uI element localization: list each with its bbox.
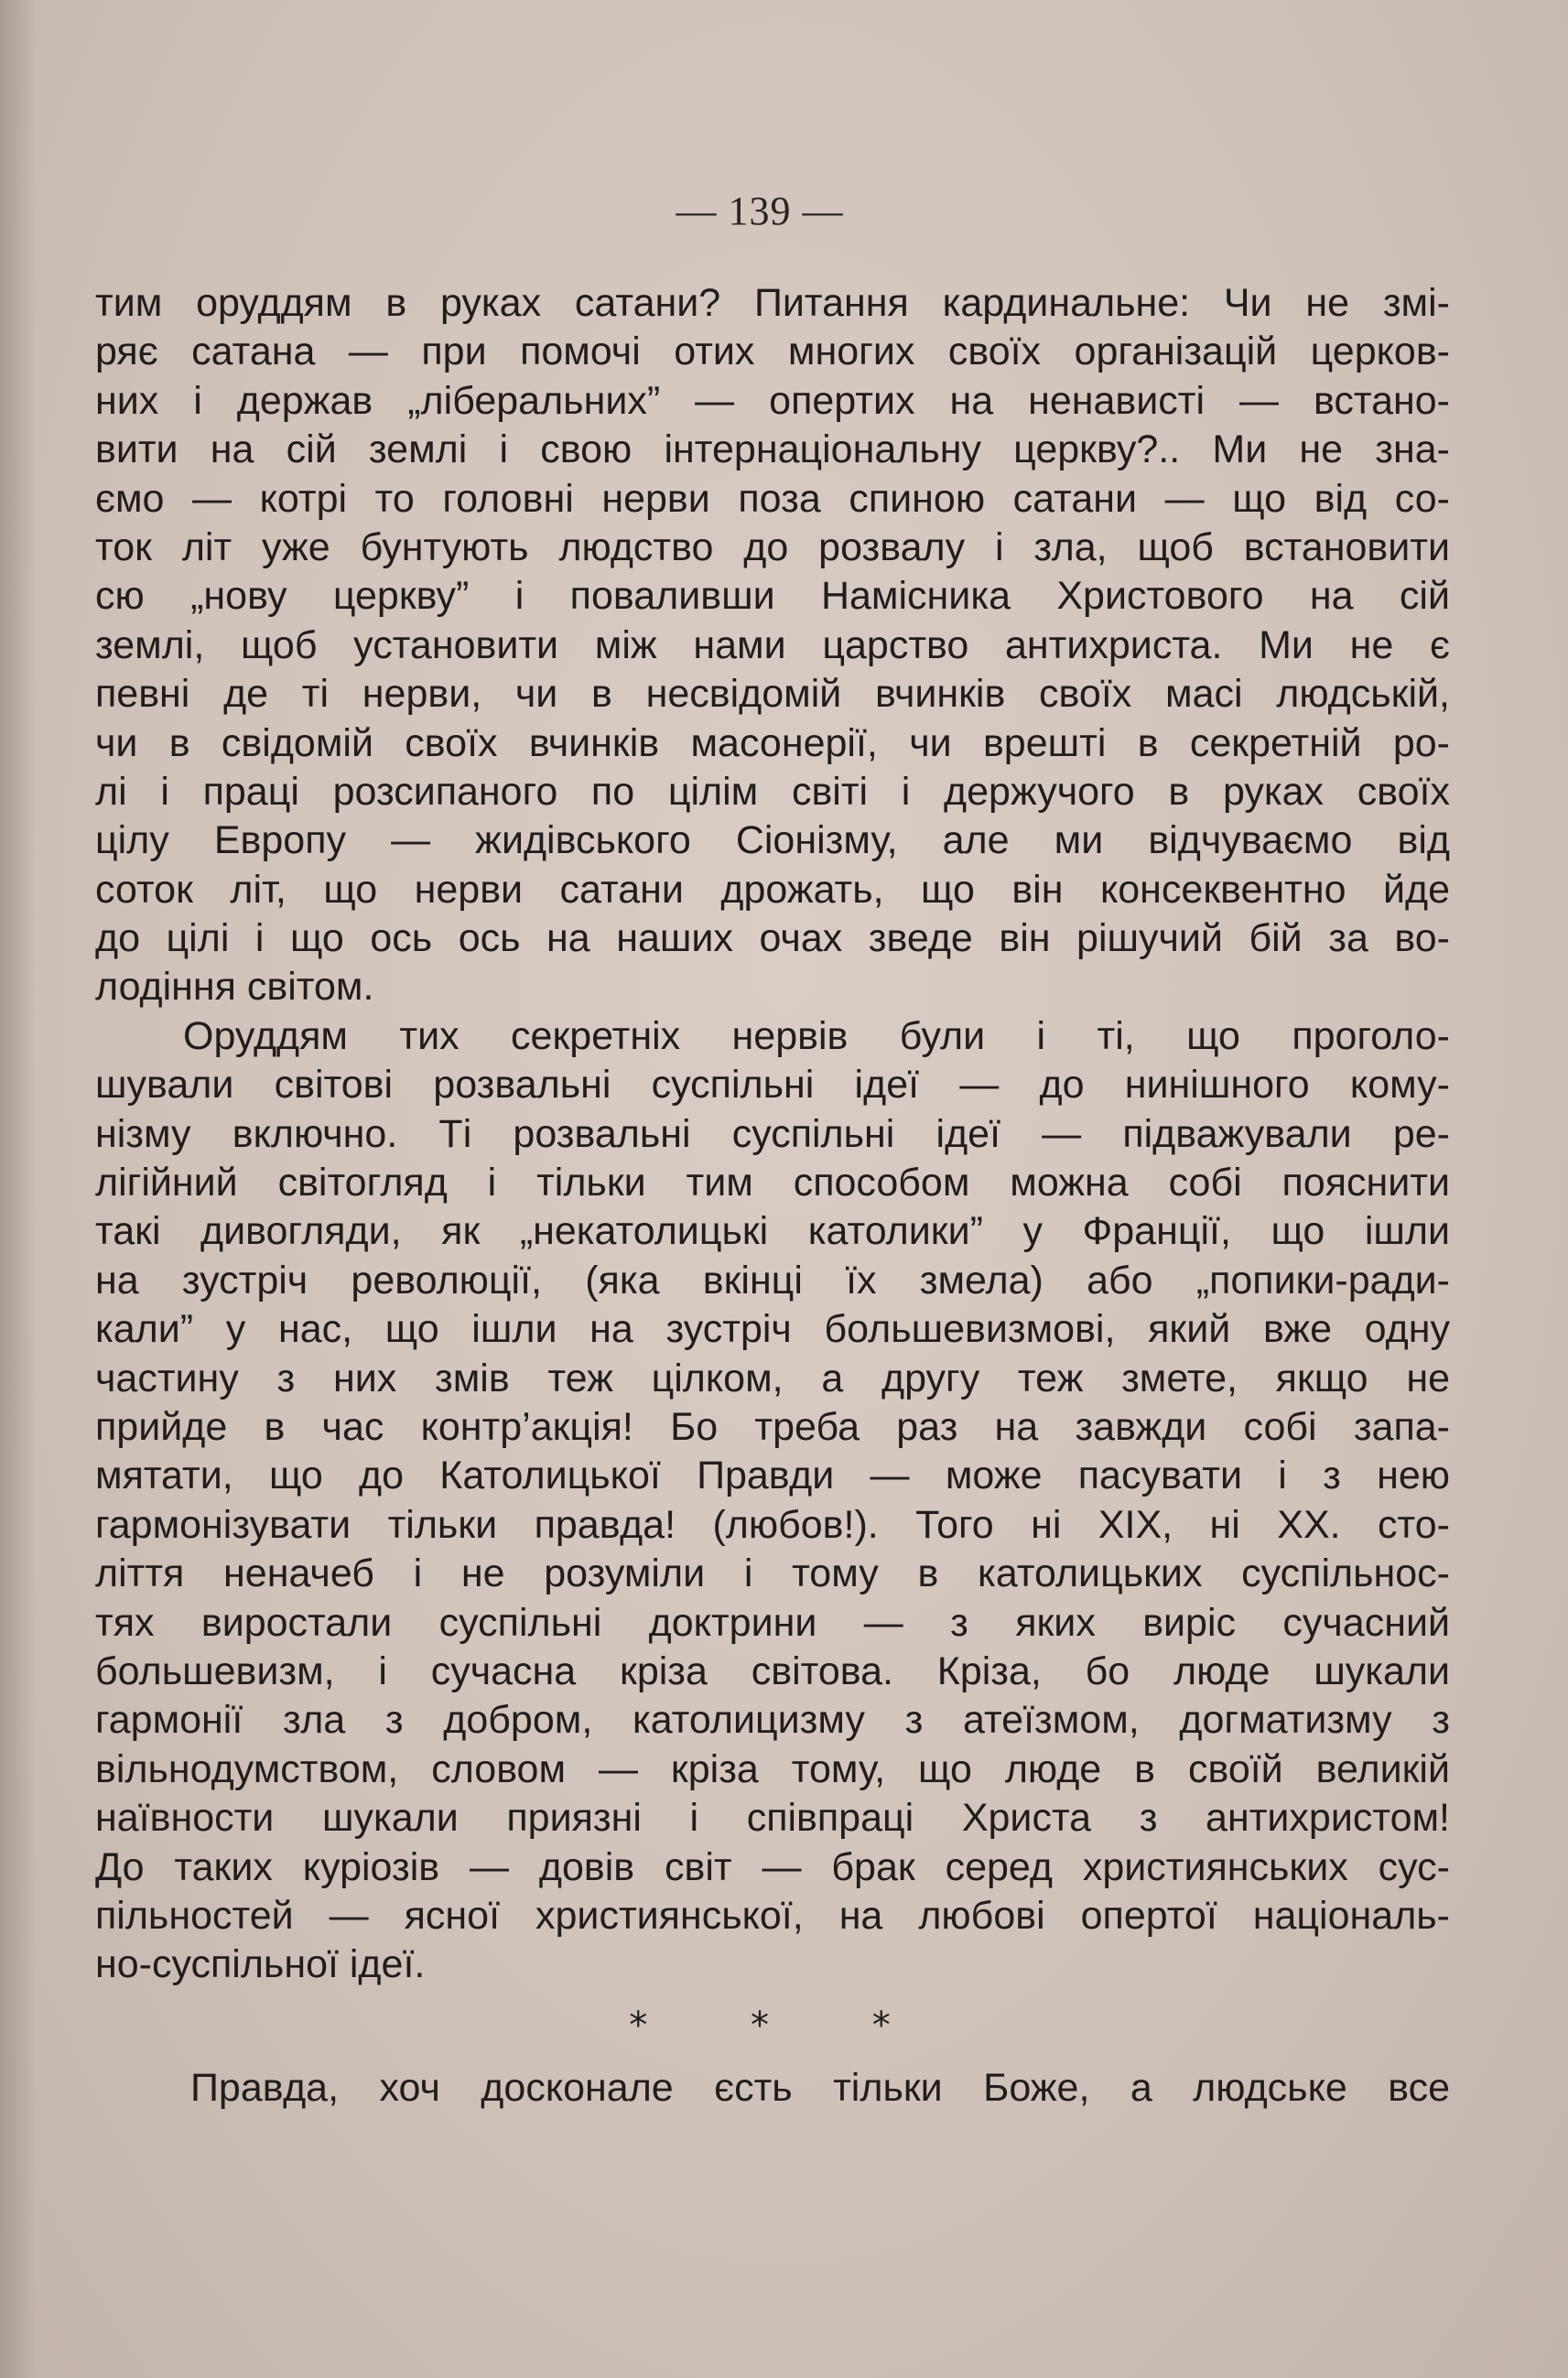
text-line: шували світові розвальні суспільні ідеї — до нинішного кому- [95, 1063, 1450, 1108]
text-line: До таких куріозів — довів світ — брак серед християнських сус- [95, 1844, 1450, 1889]
text-line: чи в свідомій своїх вчинків масонерії, чи врешті в секретній ро- [95, 720, 1450, 765]
text-line: большевизм, і сучасна кріза світова. Кріза, бо люде шукали [95, 1648, 1450, 1693]
page-number: — 139 — [676, 189, 844, 233]
text-line: тях виростали суспільні доктрини — з яких виріс сучасний [95, 1600, 1450, 1645]
text-line: лодіння світом. [95, 965, 374, 1010]
text-line: пільностей — ясної християнської, на любові опертої національ- [95, 1893, 1450, 1938]
text-line: кали” у нас, що ішли на зустріч большевизмові, який вже одну [95, 1307, 1450, 1352]
text-line: сю „нову церкву” і поваливши Намісника Христового на сій [95, 574, 1450, 619]
text-line: ємо — котрі то головні нерви поза спиною сатани — що від со- [95, 476, 1450, 521]
text-line: гармонії зла з добром, католицизму з атеїзмом, догматизму з [95, 1698, 1450, 1743]
text-line: до цілі і що ось ось на наших очах зведе він рішучий бій за во- [95, 916, 1450, 961]
text-line: вити на сій землі і свою інтернаціональну церкву?.. Ми не зна- [95, 427, 1450, 472]
text-line: Оруддям тих секретніх нервів були і ті, що проголо- [183, 1013, 1450, 1058]
text-line: нізму включно. Ті розвальні суспільні ідеї — підважували ре- [95, 1111, 1450, 1156]
text-line: соток літ, що нерви сатани дрожать, що він консеквентно йде [95, 867, 1450, 912]
text-line: прийде в час контр’акція! Бо треба раз на завжди собі запа- [95, 1404, 1450, 1449]
text-line: певні де ті нерви, чи в несвідомій вчинків своїх масі людській, [95, 672, 1450, 717]
text-line: мятати, що до Католицької Правди — може пасувати і з нею [95, 1454, 1450, 1498]
text-line: лі і праці розсипаного по цілім світі і держучого в руках своїх [95, 769, 1450, 814]
text-line: тим оруддям в руках сатани? Питання кардинальне: Чи не змі- [95, 281, 1450, 325]
text-line: ряє сатана — при помочі отих многих своїх організацій церков- [95, 330, 1450, 374]
text-line: такі дивогляди, як „некатолицькі католики” у Франції, що ішли [95, 1209, 1450, 1254]
section-separator: * * * [629, 2005, 891, 2047]
paragraph-1 [95, 279, 1450, 1012]
text-line: землі, щоб установити між нами царство антихриста. Ми не є [95, 622, 1450, 667]
final-line: Правда, хоч досконале єсть тільки Боже, а людське все [190, 2066, 1450, 2110]
text-line: ток літ уже бунтують людство до розвалу і зла, щоб встановити [95, 524, 1450, 569]
text-line: гармонізувати тільки правда! (любов!). Того ні XIX, ні XX. сто- [95, 1502, 1450, 1547]
text-line: лігійний світогляд і тільки тим способом можна собі пояснити [95, 1161, 1450, 1205]
text-line: них і держав „ліберальних” — опертих на ненависті — встано- [95, 378, 1450, 423]
text-line: частину з них змів теж цілком, а другу теж змете, якщо не [95, 1356, 1450, 1400]
text-line: цілу Европу — жидівського Сіонізму, але ми відчуваємо від [95, 818, 1450, 863]
text-line: наївности шукали приязні і співпраці Христа з антихристом! [95, 1796, 1450, 1841]
text-line: ліття неначеб і не розуміли і тому в католицьких суспільнос- [95, 1551, 1450, 1596]
paragraph-2 [95, 1012, 1450, 1990]
text-line: но-суспільної ідеї. [95, 1942, 426, 1987]
text-line: вільнодумством, словом — кріза тому, що люде в своїй великій [95, 1746, 1450, 1791]
body-text [95, 279, 1450, 1990]
text-line: на зустріч революції, (яка вкінці їх змела) або „попики-ради- [95, 1258, 1450, 1302]
